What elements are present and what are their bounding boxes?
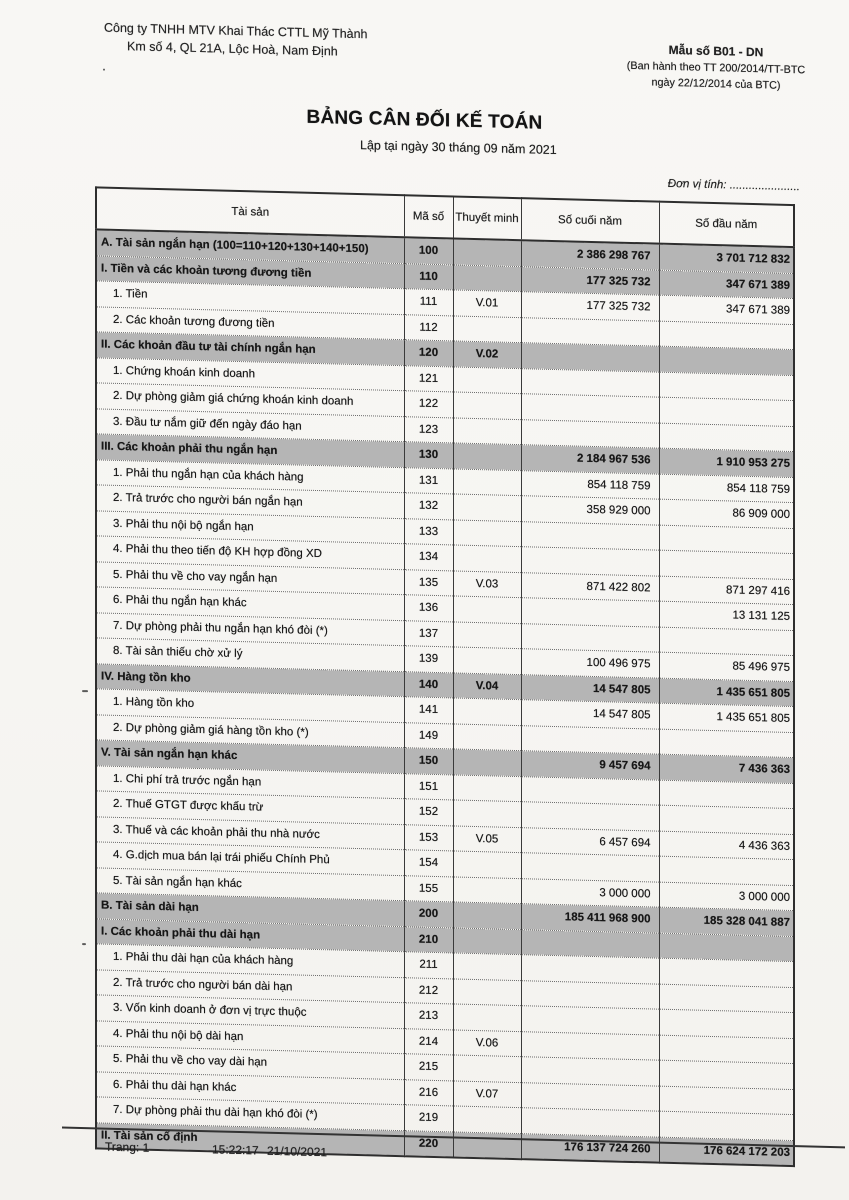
footer-page-number: Trang: 1 <box>105 1139 150 1155</box>
code-cell: 219 <box>404 1105 453 1132</box>
end-value-cell <box>521 368 659 397</box>
asset-label-cell: 3. Thuế và các khoản phải thu nhà nước <box>96 816 404 849</box>
note-cell <box>453 596 521 623</box>
form-issued-line1: (Ban hành theo TT 200/2014/TT-BTC <box>626 59 806 77</box>
asset-label-cell: I. Tiền và các khoản tương đương tiền <box>96 255 404 288</box>
code-cell: 200 <box>404 901 453 928</box>
asset-label-cell: 1. Hàng tồn kho <box>96 689 404 722</box>
end-value-cell <box>521 725 659 754</box>
begin-value-cell: 3 701 712 832 <box>659 244 794 273</box>
asset-label-cell: 1. Chứng khoán kinh doanh <box>96 357 404 390</box>
code-cell: 153 <box>404 824 453 851</box>
end-value-cell: 14 547 805 <box>521 674 659 703</box>
note-cell <box>453 621 521 648</box>
asset-label-cell: 7. Dự phòng phải thu ngắn hạn khó đòi (*) <box>96 612 404 645</box>
begin-value-cell <box>659 321 794 350</box>
asset-label-cell: 2. Dự phòng giảm giá hàng tồn kho (*) <box>96 714 404 747</box>
asset-label-cell: 1. Tiền <box>96 281 404 314</box>
code-cell: 140 <box>404 671 453 698</box>
end-value-cell <box>521 317 659 346</box>
end-value-cell: 358 929 000 <box>521 496 659 525</box>
code-cell: 151 <box>404 773 453 800</box>
end-value-cell: 3 000 000 <box>521 878 659 907</box>
begin-value-cell: 3 000 000 <box>659 882 794 911</box>
code-cell: 130 <box>404 442 453 469</box>
begin-value-cell <box>659 1086 794 1115</box>
note-cell <box>453 851 521 878</box>
note-cell <box>453 723 521 750</box>
note-cell <box>453 978 521 1005</box>
begin-value-cell: 347 671 389 <box>659 270 794 299</box>
end-value-cell <box>521 343 659 372</box>
document-title: BẢNG CÂN ĐỐI KẾ TOÁN <box>306 106 543 134</box>
code-cell: 154 <box>404 850 453 877</box>
code-cell: 111 <box>404 289 453 316</box>
code-cell: 132 <box>404 493 453 520</box>
begin-value-cell <box>659 372 794 401</box>
asset-label-cell: 1. Chi phí trả trước ngắn hạn <box>96 765 404 798</box>
end-value-cell <box>521 521 659 550</box>
asset-label-cell: IV. Hàng tồn kho <box>96 663 404 696</box>
begin-value-cell: 1 435 651 805 <box>659 703 794 732</box>
begin-value-cell: 185 328 041 887 <box>659 907 794 936</box>
asset-label-cell: 6. Phải thu ngắn hạn khác <box>96 587 404 620</box>
asset-label-cell: 7. Dự phòng phải thu dài hạn khó đòi (*) <box>96 1097 404 1130</box>
header-begin-period: Số đầu năm <box>659 202 794 247</box>
note-cell <box>453 392 521 419</box>
end-value-cell <box>521 853 659 882</box>
code-cell: 213 <box>404 1003 453 1030</box>
note-cell <box>453 800 521 827</box>
header-asset: Tài sản <box>96 187 404 237</box>
note-cell: V.06 <box>453 1029 521 1056</box>
asset-label-cell: 2. Dự phòng giảm giá chứng khoán kinh doanh <box>96 383 404 416</box>
asset-label-cell: 3. Phải thu nội bộ ngắn hạn <box>96 510 404 543</box>
end-value-cell <box>521 598 659 627</box>
end-value-cell: 100 496 975 <box>521 649 659 678</box>
end-value-cell <box>521 929 659 958</box>
note-cell <box>453 315 521 342</box>
begin-value-cell <box>659 958 794 987</box>
end-value-cell <box>521 547 659 576</box>
code-cell: 112 <box>404 314 453 341</box>
code-cell: 139 <box>404 646 453 673</box>
header-code: Mã số <box>404 195 453 238</box>
begin-value-cell <box>659 984 794 1013</box>
form-issued-line2: ngày 22/12/2014 của BTC) <box>651 76 781 92</box>
begin-value-cell <box>659 856 794 885</box>
header-note: Thuyết minh <box>453 196 521 240</box>
end-value-cell: 854 118 759 <box>521 470 659 499</box>
code-cell: 212 <box>404 977 453 1004</box>
note-cell <box>453 647 521 674</box>
end-value-cell <box>521 1108 659 1137</box>
company-address: Km số 4, QL 21A, Lộc Hoà, Nam Định <box>127 39 338 59</box>
note-cell: V.02 <box>453 341 521 368</box>
begin-value-cell <box>659 1035 794 1064</box>
note-cell <box>453 468 521 495</box>
code-cell: 155 <box>404 875 453 902</box>
note-cell <box>453 953 521 980</box>
code-cell: 120 <box>404 340 453 367</box>
code-cell: 210 <box>404 926 453 953</box>
asset-label-cell: 5. Phải thu về cho vay dài hạn <box>96 1046 404 1079</box>
asset-label-cell: 2. Trả trước cho người bán ngắn hạn <box>96 485 404 518</box>
begin-value-cell: 1 435 651 805 <box>659 678 794 707</box>
company-name: Công ty TNHH MTV Khai Thác CTTL Mỹ Thành <box>104 20 368 42</box>
end-value-cell: 2 386 298 767 <box>521 240 659 269</box>
asset-label-cell: 5. Phải thu về cho vay ngắn hạn <box>96 561 404 594</box>
note-cell <box>453 698 521 725</box>
end-value-cell <box>521 394 659 423</box>
footer-print-time: 15:22:17 <box>212 1142 259 1158</box>
end-value-cell: 185 411 968 900 <box>521 904 659 933</box>
scan-artifact-dash <box>82 690 88 692</box>
begin-value-cell <box>659 346 794 375</box>
note-cell <box>453 443 521 470</box>
begin-value-cell <box>659 550 794 579</box>
note-cell <box>453 519 521 546</box>
begin-value-cell <box>659 780 794 809</box>
code-cell: 216 <box>404 1079 453 1106</box>
asset-label-cell: 2. Các khoản tương đương tiền <box>96 306 404 339</box>
code-cell: 121 <box>404 365 453 392</box>
code-cell: 215 <box>404 1054 453 1081</box>
asset-label-cell: B. Tài sản dài hạn <box>96 893 404 926</box>
code-cell: 135 <box>404 569 453 596</box>
code-cell: 136 <box>404 595 453 622</box>
asset-label-cell: I. Các khoản phải thu dài hạn <box>96 918 404 951</box>
note-cell <box>453 366 521 393</box>
form-reference-block <box>596 40 836 95</box>
note-cell <box>453 1131 521 1159</box>
asset-label-cell: 5. Tài sản ngắn hạn khác <box>96 867 404 900</box>
end-value-cell <box>521 419 659 448</box>
asset-label-cell: 1. Phải thu dài hạn của khách hàng <box>96 944 404 977</box>
end-value-cell: 6 457 694 <box>521 827 659 856</box>
asset-label-cell: 6. Phải thu dài hạn khác <box>96 1071 404 1104</box>
begin-value-cell: 7 436 363 <box>659 754 794 783</box>
note-cell <box>453 876 521 903</box>
begin-value-cell <box>659 627 794 656</box>
code-cell: 123 <box>404 416 453 443</box>
code-cell: 133 <box>404 518 453 545</box>
begin-value-cell: 13 131 125 <box>659 601 794 630</box>
begin-value-cell: 871 297 416 <box>659 576 794 605</box>
asset-label-cell: 3. Vốn kinh doanh ở đơn vị trực thuộc <box>96 995 404 1028</box>
end-value-cell: 177 325 732 <box>521 292 659 321</box>
begin-value-cell: 854 118 759 <box>659 474 794 503</box>
code-cell: 211 <box>404 952 453 979</box>
form-number: Mẫu số B01 - DN <box>668 42 764 60</box>
note-cell <box>453 774 521 801</box>
scan-artifact-dash <box>82 943 86 945</box>
end-value-cell <box>521 776 659 805</box>
note-cell: V.03 <box>453 570 521 597</box>
begin-value-cell: 85 496 975 <box>659 652 794 681</box>
code-cell: 110 <box>404 263 453 290</box>
code-cell: 214 <box>404 1028 453 1055</box>
end-value-cell <box>521 802 659 831</box>
begin-value-cell <box>659 805 794 834</box>
asset-label-cell: III. Các khoản phải thu ngắn hạn <box>96 434 404 467</box>
note-cell <box>453 927 521 954</box>
end-value-cell <box>521 1082 659 1111</box>
balance-sheet-table <box>95 186 795 1167</box>
footer-print-date: 21/10/2021 <box>267 1143 328 1160</box>
end-value-cell <box>521 1057 659 1086</box>
end-value-cell: 9 457 694 <box>521 751 659 780</box>
asset-label-cell: 8. Tài sản thiếu chờ xử lý <box>96 638 404 671</box>
end-value-cell <box>521 1031 659 1060</box>
asset-label-cell: 2. Trả trước cho người bán dài hạn <box>96 969 404 1002</box>
note-cell <box>453 1106 521 1133</box>
note-cell <box>453 264 521 291</box>
asset-label-cell: 4. Phải thu theo tiến độ KH hợp đồng XD <box>96 536 404 569</box>
begin-value-cell <box>659 933 794 962</box>
begin-value-cell <box>659 729 794 758</box>
begin-value-cell <box>659 1111 794 1140</box>
begin-value-cell <box>659 397 794 426</box>
end-value-cell <box>521 1006 659 1035</box>
begin-value-cell: 4 436 363 <box>659 831 794 860</box>
code-cell: 100 <box>404 237 453 264</box>
code-cell: 134 <box>404 544 453 571</box>
code-cell: 149 <box>404 722 453 749</box>
note-cell: V.07 <box>453 1080 521 1107</box>
unit-label: Đơn vị tính: ...................... <box>667 177 800 194</box>
begin-value-cell: 176 624 172 203 <box>659 1137 794 1166</box>
begin-value-cell <box>659 423 794 452</box>
note-cell <box>453 1004 521 1031</box>
code-cell: 152 <box>404 799 453 826</box>
note-cell <box>453 494 521 521</box>
code-cell: 122 <box>404 391 453 418</box>
begin-value-cell: 347 671 389 <box>659 295 794 324</box>
asset-label-cell: II. Tài sản cố định <box>96 1122 404 1156</box>
note-cell <box>453 902 521 929</box>
note-cell: V.05 <box>453 825 521 852</box>
end-value-cell: 177 325 732 <box>521 266 659 295</box>
scan-artifact-dot <box>103 69 105 71</box>
note-cell <box>453 417 521 444</box>
begin-value-cell <box>659 1060 794 1089</box>
begin-value-cell: 1 910 953 275 <box>659 448 794 477</box>
end-value-cell: 2 184 967 536 <box>521 445 659 474</box>
end-value-cell <box>521 980 659 1009</box>
asset-label-cell: II. Các khoản đầu tư tài chính ngắn hạn <box>96 332 404 365</box>
end-value-cell: 14 547 805 <box>521 700 659 729</box>
begin-value-cell <box>659 525 794 554</box>
asset-label-cell: 2. Thuế GTGT được khấu trừ <box>96 791 404 824</box>
code-cell: 141 <box>404 697 453 724</box>
code-cell: 131 <box>404 467 453 494</box>
asset-label-cell: 4. G.dịch mua bán lại trái phiếu Chính Phủ <box>96 842 404 875</box>
code-cell: 137 <box>404 620 453 647</box>
document-subtitle: Lập tại ngày 30 tháng 09 năm 2021 <box>360 138 557 158</box>
asset-label-cell: V. Tài sản ngắn hạn khác <box>96 740 404 773</box>
end-value-cell: 176 137 724 260 <box>521 1133 659 1162</box>
end-value-cell <box>521 623 659 652</box>
asset-label-cell: 1. Phải thu ngắn hạn của khách hàng <box>96 459 404 492</box>
asset-label-cell: A. Tài sản ngắn hạn (100=110+120+130+140+150) <box>96 229 404 263</box>
end-value-cell <box>521 955 659 984</box>
note-cell <box>453 238 521 266</box>
asset-label-cell: 3. Đầu tư nắm giữ đến ngày đáo hạn <box>96 408 404 441</box>
end-value-cell: 871 422 802 <box>521 572 659 601</box>
asset-label-cell: 4. Phải thu nội bộ dài hạn <box>96 1020 404 1053</box>
note-cell <box>453 749 521 776</box>
code-cell: 150 <box>404 748 453 775</box>
begin-value-cell: 86 909 000 <box>659 499 794 528</box>
note-cell: V.01 <box>453 290 521 317</box>
note-cell: V.04 <box>453 672 521 699</box>
note-cell <box>453 1055 521 1082</box>
code-cell: 220 <box>404 1130 453 1157</box>
begin-value-cell <box>659 1009 794 1038</box>
note-cell <box>453 545 521 572</box>
header-end-period: Số cuối năm <box>521 198 659 243</box>
